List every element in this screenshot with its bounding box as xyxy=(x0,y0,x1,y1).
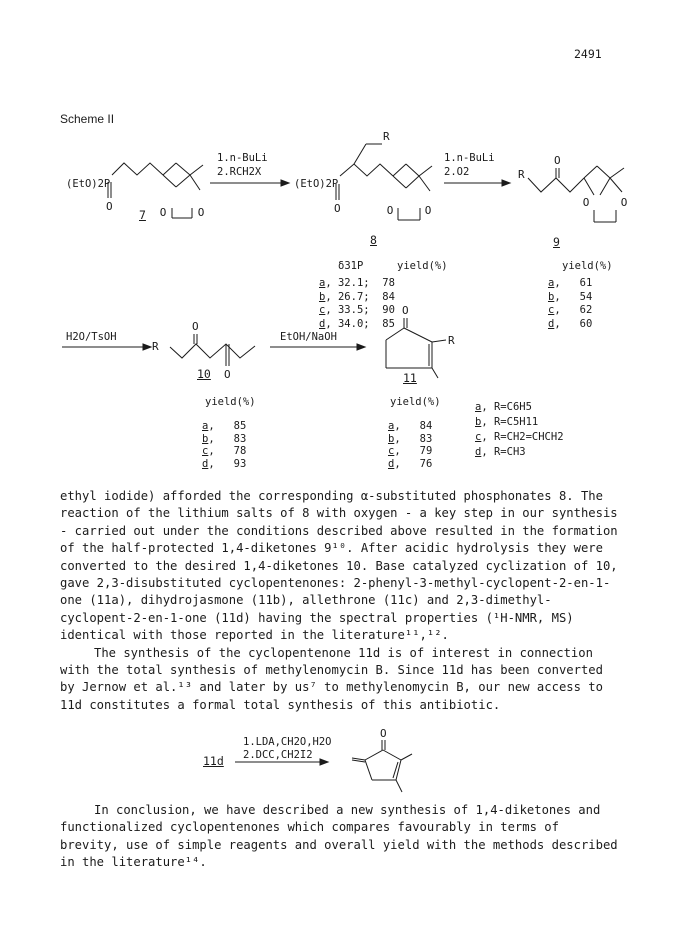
list-item: c, R=CH2=CHCH2 xyxy=(475,431,564,443)
svg-text:O: O xyxy=(380,727,387,740)
table-row: b, 54 xyxy=(548,290,593,303)
step1-reagent-2: 2.RCH2X xyxy=(217,166,262,178)
compound-label-7: 7 xyxy=(139,208,146,222)
svg-text:O: O xyxy=(224,368,231,381)
table-row: d, 93 xyxy=(202,457,247,470)
svg-text:O: O xyxy=(582,196,590,209)
table-row: c, 33.5; 90 xyxy=(319,304,395,316)
table-row: a, 61 xyxy=(548,277,593,289)
compound-label-9: 9 xyxy=(553,235,560,249)
svg-text:O: O xyxy=(159,206,167,219)
table-compound-10 xyxy=(202,420,246,470)
svg-text:O: O xyxy=(192,320,199,333)
table-row: c, 79 xyxy=(388,445,433,457)
svg-text:R: R xyxy=(383,130,390,143)
table-compound-8 xyxy=(319,277,395,331)
yield-header-10: yield(%) xyxy=(205,396,256,408)
structure-compound-7 xyxy=(108,163,203,218)
compound-label-10: 10 xyxy=(197,367,211,381)
svg-text:O: O xyxy=(386,204,394,217)
yield-header-9: yield(%) xyxy=(562,260,613,272)
svg-text:O: O xyxy=(106,200,113,213)
list-item: d, R=CH3 xyxy=(475,446,526,458)
substituent-legend xyxy=(475,400,564,460)
svg-text:O: O xyxy=(402,304,409,317)
svg-text:O: O xyxy=(620,196,628,209)
svg-text:O: O xyxy=(424,204,432,217)
svg-text:O: O xyxy=(197,206,205,219)
table-row: a, 85 xyxy=(202,420,247,432)
structure-compound-9 xyxy=(528,166,624,222)
list-item: b, R=C5H11 xyxy=(475,416,539,428)
nmr-header: δ31P xyxy=(338,260,364,272)
step2-reagent-2: 2.O2 xyxy=(444,166,470,178)
scheme-label: Scheme II xyxy=(60,112,115,126)
yield-header-8: yield(%) xyxy=(397,260,448,272)
step3-reagent: H2O/TsOH xyxy=(66,331,117,343)
table-row: d, 76 xyxy=(388,457,433,470)
step1-reagent-1: 1.n-BuLi xyxy=(217,152,268,164)
table-row: b, 83 xyxy=(388,432,433,445)
list-item: a, R=C6H5 xyxy=(475,401,532,413)
mini-scheme-reagent-2: 2.DCC,CH2I2 xyxy=(243,749,313,761)
table-row: b, 83 xyxy=(202,432,247,445)
table-row: c, 62 xyxy=(548,304,593,316)
table-row: a, 32.1; 78 xyxy=(319,277,395,289)
phosphonate-7-group: (EtO)2P xyxy=(66,178,111,190)
step4-reagent: EtOH/NaOH xyxy=(280,331,337,343)
table-row: d, 34.0; 85 xyxy=(319,317,395,330)
structure-compound-8 xyxy=(336,144,432,220)
yield-header-11: yield(%) xyxy=(390,396,441,408)
paragraph-methylenomycin: The synthesis of the cyclopentenone 11d is of interest in connection with the total synthesis of methylenomycin B. Since 11d has been converted by Jernow et al.¹³ and later by us⁷ to methylenomycin B, our new access to 11d constitutes a formal total synthesis of this antibiotic. xyxy=(60,645,603,712)
compound-label-8: 8 xyxy=(370,233,377,247)
paragraph-conclusion: In conclusion, we have described a new synthesis of 1,4-diketones and functionalized cyclopentenones which compares favourably in terms of brevity, use of simple reagents and overall yield with the methods described in the literature¹⁴. xyxy=(60,803,618,870)
page-number: 2491 xyxy=(574,47,602,61)
structure-product-methylenomycin-precursor xyxy=(352,740,412,792)
mini-scheme-reagent-1: 1.LDA,CH2O,H2O xyxy=(243,736,332,748)
svg-text:R: R xyxy=(152,340,159,353)
structure-compound-10 xyxy=(170,334,255,366)
table-row: b, 26.7; 84 xyxy=(319,290,395,303)
body-text-upper xyxy=(60,488,620,714)
step2-reagent-1: 1.n-BuLi xyxy=(444,152,495,164)
svg-text:R: R xyxy=(518,168,525,181)
table-compound-9 xyxy=(548,277,592,331)
phosphonate-8-group: (EtO)2P xyxy=(294,178,339,190)
table-row: c, 78 xyxy=(202,445,247,457)
mini-scheme-start: 11d xyxy=(203,754,224,768)
structure-compound-11 xyxy=(386,318,446,378)
svg-text:R: R xyxy=(448,334,455,347)
table-row: a, 84 xyxy=(388,420,433,432)
compound-label-11: 11 xyxy=(403,371,417,385)
svg-text:O: O xyxy=(334,202,341,215)
table-compound-11 xyxy=(388,420,432,470)
svg-text:O: O xyxy=(554,154,561,167)
paragraph-results: ethyl iodide) afforded the corresponding α-substituted phosphonates 8. The reaction of the lithium salts of 8 with oxygen - a key step in our synthesis - carried out under the conditions described above resulted in the formation of the half-protected 1,4-diketones 9¹⁰. After acidic hydrolysis they were converted to the desired 1,4-diketones 10. Base catalyzed cyclization of 10, gave 2,3-disubstituted cyclopentenones: 2-phenyl-3-methyl-cyclopent-2-en-1-one (11a), dihydrojasmone (11b), allethrone (11c) and 2,3-dimethyl-cyclopent-2-en-1-one (11d) having the spectral properties (¹H-NMR, MS) identical with those reported in the literature¹¹,¹². xyxy=(60,489,618,643)
table-row: d, 60 xyxy=(548,317,593,330)
